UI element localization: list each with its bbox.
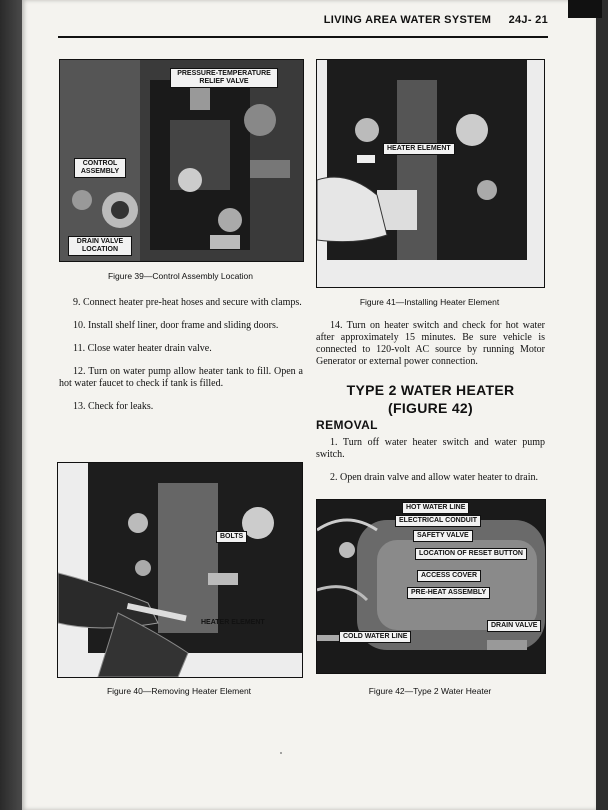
manual-page: [22, 0, 596, 810]
callout-pre-heat-assembly: PRE-HEAT ASSEMBLY: [407, 587, 490, 599]
callout-heater-element: HEATER ELEMENT: [383, 143, 455, 155]
type2-title: TYPE 2 WATER HEATER: [346, 382, 515, 398]
section-title: LIVING AREA WATER SYSTEM: [323, 14, 492, 26]
callout-access-cover: ACCESS COVER: [417, 570, 481, 582]
figure-42-photo: [316, 499, 546, 674]
callout-safety-valve: SAFETY VALVE: [413, 530, 473, 542]
page-number: 24J- 21: [508, 14, 548, 26]
step-11: 11. Close water heater drain valve.: [73, 343, 212, 354]
callout-electrical-conduit: ELECTRICAL CONDUIT: [395, 515, 481, 527]
right-steps: [316, 320, 545, 379]
removal-step-1: 1. Turn off water heater switch and water pump switch.: [316, 437, 545, 460]
removal-heading: REMOVAL: [316, 418, 378, 432]
figure-39-photo: [59, 59, 304, 262]
binder-edge: [0, 0, 22, 810]
step-9: 9. Connect heater pre-heat hoses and secure with clamps.: [73, 297, 302, 308]
step-14: 14. Turn on heater switch and check for hot water after approximately 15 minutes. Be sure vehicle is connected to 120-volt AC source by running Motor Generator or external power connection.: [316, 320, 545, 367]
corner-tab: [568, 0, 602, 18]
removal-step-2: 2. Open drain valve and allow water heater to drain.: [330, 472, 538, 483]
type2-heading: [316, 381, 545, 417]
installing-heater-illustration: [317, 60, 544, 287]
callout-cold-water-line: COLD WATER LINE: [339, 631, 411, 643]
callout-heater-element: HEATER ELEMENT: [201, 619, 265, 626]
figure-40-caption: Figure 40—Removing Heater Element: [106, 686, 252, 696]
type2-figure-ref: (FIGURE 42): [388, 400, 473, 416]
figure-42-caption: Figure 42—Type 2 Water Heater: [368, 686, 492, 696]
callout-bolts: BOLTS: [216, 531, 247, 543]
header-rule: [58, 36, 548, 38]
callout-hot-water-line: HOT WATER LINE: [402, 502, 469, 514]
step-12: 12. Turn on water pump allow heater tank to fill. Open a hot water faucet to check if tank is filled.: [59, 366, 303, 389]
callout-pressure-relief-valve: PRESSURE-TEMPERATURE RELIEF VALVE: [170, 68, 278, 88]
step-10: 10. Install shelf liner, door frame and sliding doors.: [73, 320, 279, 331]
left-steps: [59, 297, 303, 424]
callout-control-assembly: CONTROL ASSEMBLY: [74, 158, 126, 178]
figure-40-photo: [57, 462, 303, 678]
step-13: 13. Check for leaks.: [73, 401, 154, 412]
page-header: [58, 14, 548, 34]
removal-steps: [316, 437, 545, 495]
removing-heater-illustration: [58, 463, 302, 677]
figure-41-photo: [316, 59, 545, 288]
scan-edge: [596, 0, 608, 810]
figure-41-caption: Figure 41—Installing Heater Element: [359, 297, 500, 307]
figure-39-caption: Figure 39—Control Assembly Location: [107, 271, 254, 281]
scan-speck: [280, 752, 282, 754]
callout-drain-valve: DRAIN VALVE: [487, 620, 541, 632]
callout-drain-valve-location: DRAIN VALVE LOCATION: [68, 236, 132, 256]
callout-reset-button: LOCATION OF RESET BUTTON: [415, 548, 527, 560]
